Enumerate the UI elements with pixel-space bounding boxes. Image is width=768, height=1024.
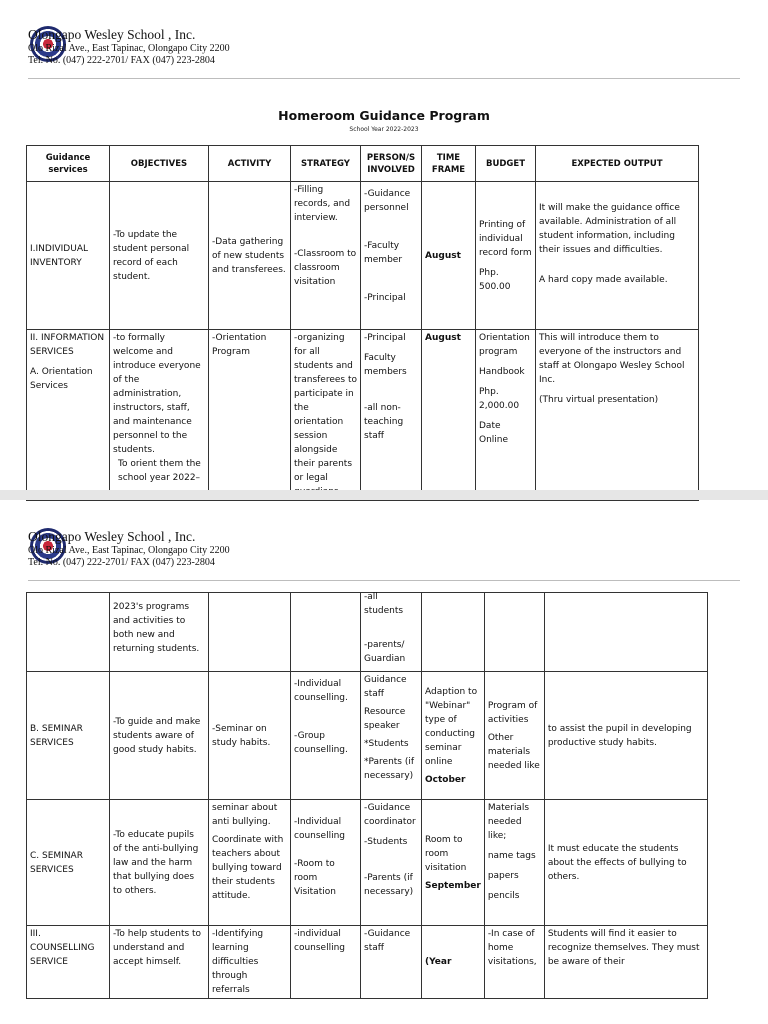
document-page-2 [0, 502, 768, 1024]
guidance-program-table-continued [26, 592, 708, 999]
document-page-1 [0, 0, 768, 490]
table-row [27, 672, 708, 800]
service-cell: B. SEMINAR SERVICES [27, 672, 110, 800]
strategy-cell [291, 593, 361, 672]
activity-cell: -Identifying learning difficulties through referrals [209, 926, 291, 999]
persons-cell: -all students -parents/ Guardian [361, 593, 422, 672]
persons-cell: -Guidance coordinator -Students -Parents (if necessary) [361, 800, 422, 926]
activity-cell: -Orientation Program [209, 330, 291, 501]
activity-cell [209, 593, 291, 672]
table-row [27, 330, 699, 501]
table-row [27, 593, 708, 672]
objective-cell: -To help students to understand and accept himself. [110, 926, 209, 999]
service-cell: I.INDIVIDUAL INVENTORY [27, 182, 110, 330]
letterhead [28, 26, 748, 76]
time-frame-cell: August [422, 182, 476, 330]
budget-cell: -In case of home visitations, [484, 926, 544, 999]
persons-cell: -Principal Faculty members -all non-teaching staff [361, 330, 422, 501]
school-contact: Tel. No. (047) 222-2701/ FAX (047) 223-2804 [28, 557, 215, 568]
column-header: ACTIVITY [209, 146, 291, 182]
time-frame-cell: (Year [422, 926, 485, 999]
header-divider [28, 78, 740, 79]
persons-cell: -Guidance personnel -Faculty member -Principal [361, 182, 422, 330]
school-contact: Tel. No. (047) 222-2701/ FAX (047) 223-2804 [28, 55, 215, 66]
activity-cell: -Data gathering of new students and transferees. [209, 182, 291, 330]
column-header: Guidance services [27, 146, 110, 182]
time-frame-cell [422, 593, 485, 672]
strategy-cell: -Individual counselling -Room to room Visitation [291, 800, 361, 926]
school-address: Olo Rizal Ave., East Tapinac, Olongapo City 2200 [28, 545, 230, 556]
table-row [27, 800, 708, 926]
expected-output-cell [544, 593, 707, 672]
budget-cell: Program of activities Other materials needed like [484, 672, 544, 800]
document-title: Homeroom Guidance Program [278, 108, 490, 123]
table-row [27, 926, 708, 999]
budget-cell: Printing of individual record form Php. 500.00 [476, 182, 536, 330]
column-header: OBJECTIVES [110, 146, 209, 182]
table-header-row [27, 146, 699, 182]
strategy-cell: -Individual counselling. -Group counselling. [291, 672, 361, 800]
activity-cell: seminar about anti bullying. Coordinate with teachers about bullying toward their students attitude. [209, 800, 291, 926]
strategy-cell: -organizing for all students and transferees to participate in the orientation session alongside their parents or legal [291, 330, 361, 501]
school-name: Olongapo Wesley School , Inc. [28, 529, 196, 544]
column-header: PERSON/S INVOLVED [361, 146, 422, 182]
page-separator [0, 490, 768, 500]
service-cell: III. COUNSELLING SERVICE [27, 926, 110, 999]
document-subtitle: School Year 2022-2023 [349, 126, 419, 133]
letterhead [28, 528, 748, 578]
expected-output-cell: Students will find it easier to recognize themselves. They must be aware of their [544, 926, 707, 999]
expected-output-cell: to assist the pupil in developing productive study habits. [544, 672, 707, 800]
time-frame-cell: August [422, 330, 476, 501]
strategy-cell: -Filling records, and interview. -Classroom to classroom visitation [291, 182, 361, 330]
persons-cell: Guidance staff Resource speaker *Students *Parents (if necessary) [361, 672, 422, 800]
budget-cell: Orientation program Handbook Php. 2,000.00 Date Online [476, 330, 536, 501]
service-cell [27, 593, 110, 672]
column-header: EXPECTED OUTPUT [536, 146, 699, 182]
objective-cell: -To guide and make students aware of good study habits. [110, 672, 209, 800]
budget-cell: Materials needed like; name tags papers pencils [484, 800, 544, 926]
school-address: Olo Rizal Ave., East Tapinac, Olongapo City 2200 [28, 43, 230, 54]
school-name: Olongapo Wesley School , Inc. [28, 27, 196, 42]
objective-cell: -to formally welcome and introduce everyone of the administration, instructors, staff, and maintenance personnel to the students. To orient them the school year 2022– [110, 330, 209, 501]
persons-cell: -Guidance staff [361, 926, 422, 999]
time-frame-cell: Adaption to "Webinar" type of conducting seminar online October [422, 672, 485, 800]
strategy-cell: -individual counselling [291, 926, 361, 999]
service-cell: II. INFORMATION SERVICES A. Orientation Services [27, 330, 110, 501]
expected-output-cell: This will introduce them to everyone of the instructors and staff at Olongapo Wesley School Inc. (Thru virtual presentation) [536, 330, 699, 501]
time-frame-cell: Room to room visitation September [422, 800, 485, 926]
column-header: TIME FRAME [422, 146, 476, 182]
column-header: STRATEGY [291, 146, 361, 182]
expected-output-cell: It will make the guidance office available. Administration of all student information, including their issues and difficulties. A hard copy made available. [536, 182, 699, 330]
activity-cell: -Seminar on study habits. [209, 672, 291, 800]
expected-output-cell: It must educate the students about the effects of bullying to others. [544, 800, 707, 926]
service-cell: C. SEMINAR SERVICES [27, 800, 110, 926]
objective-cell: 2023's programs and activities to both new and returning students. [110, 593, 209, 672]
table-row [27, 182, 699, 330]
guidance-program-table [26, 145, 699, 501]
objective-cell: -To update the student personal record of each student. [110, 182, 209, 330]
header-divider [28, 580, 740, 581]
column-header: BUDGET [476, 146, 536, 182]
budget-cell [484, 593, 544, 672]
objective-cell: -To educate pupils of the anti-bullying law and the harm that bullying does to others. [110, 800, 209, 926]
